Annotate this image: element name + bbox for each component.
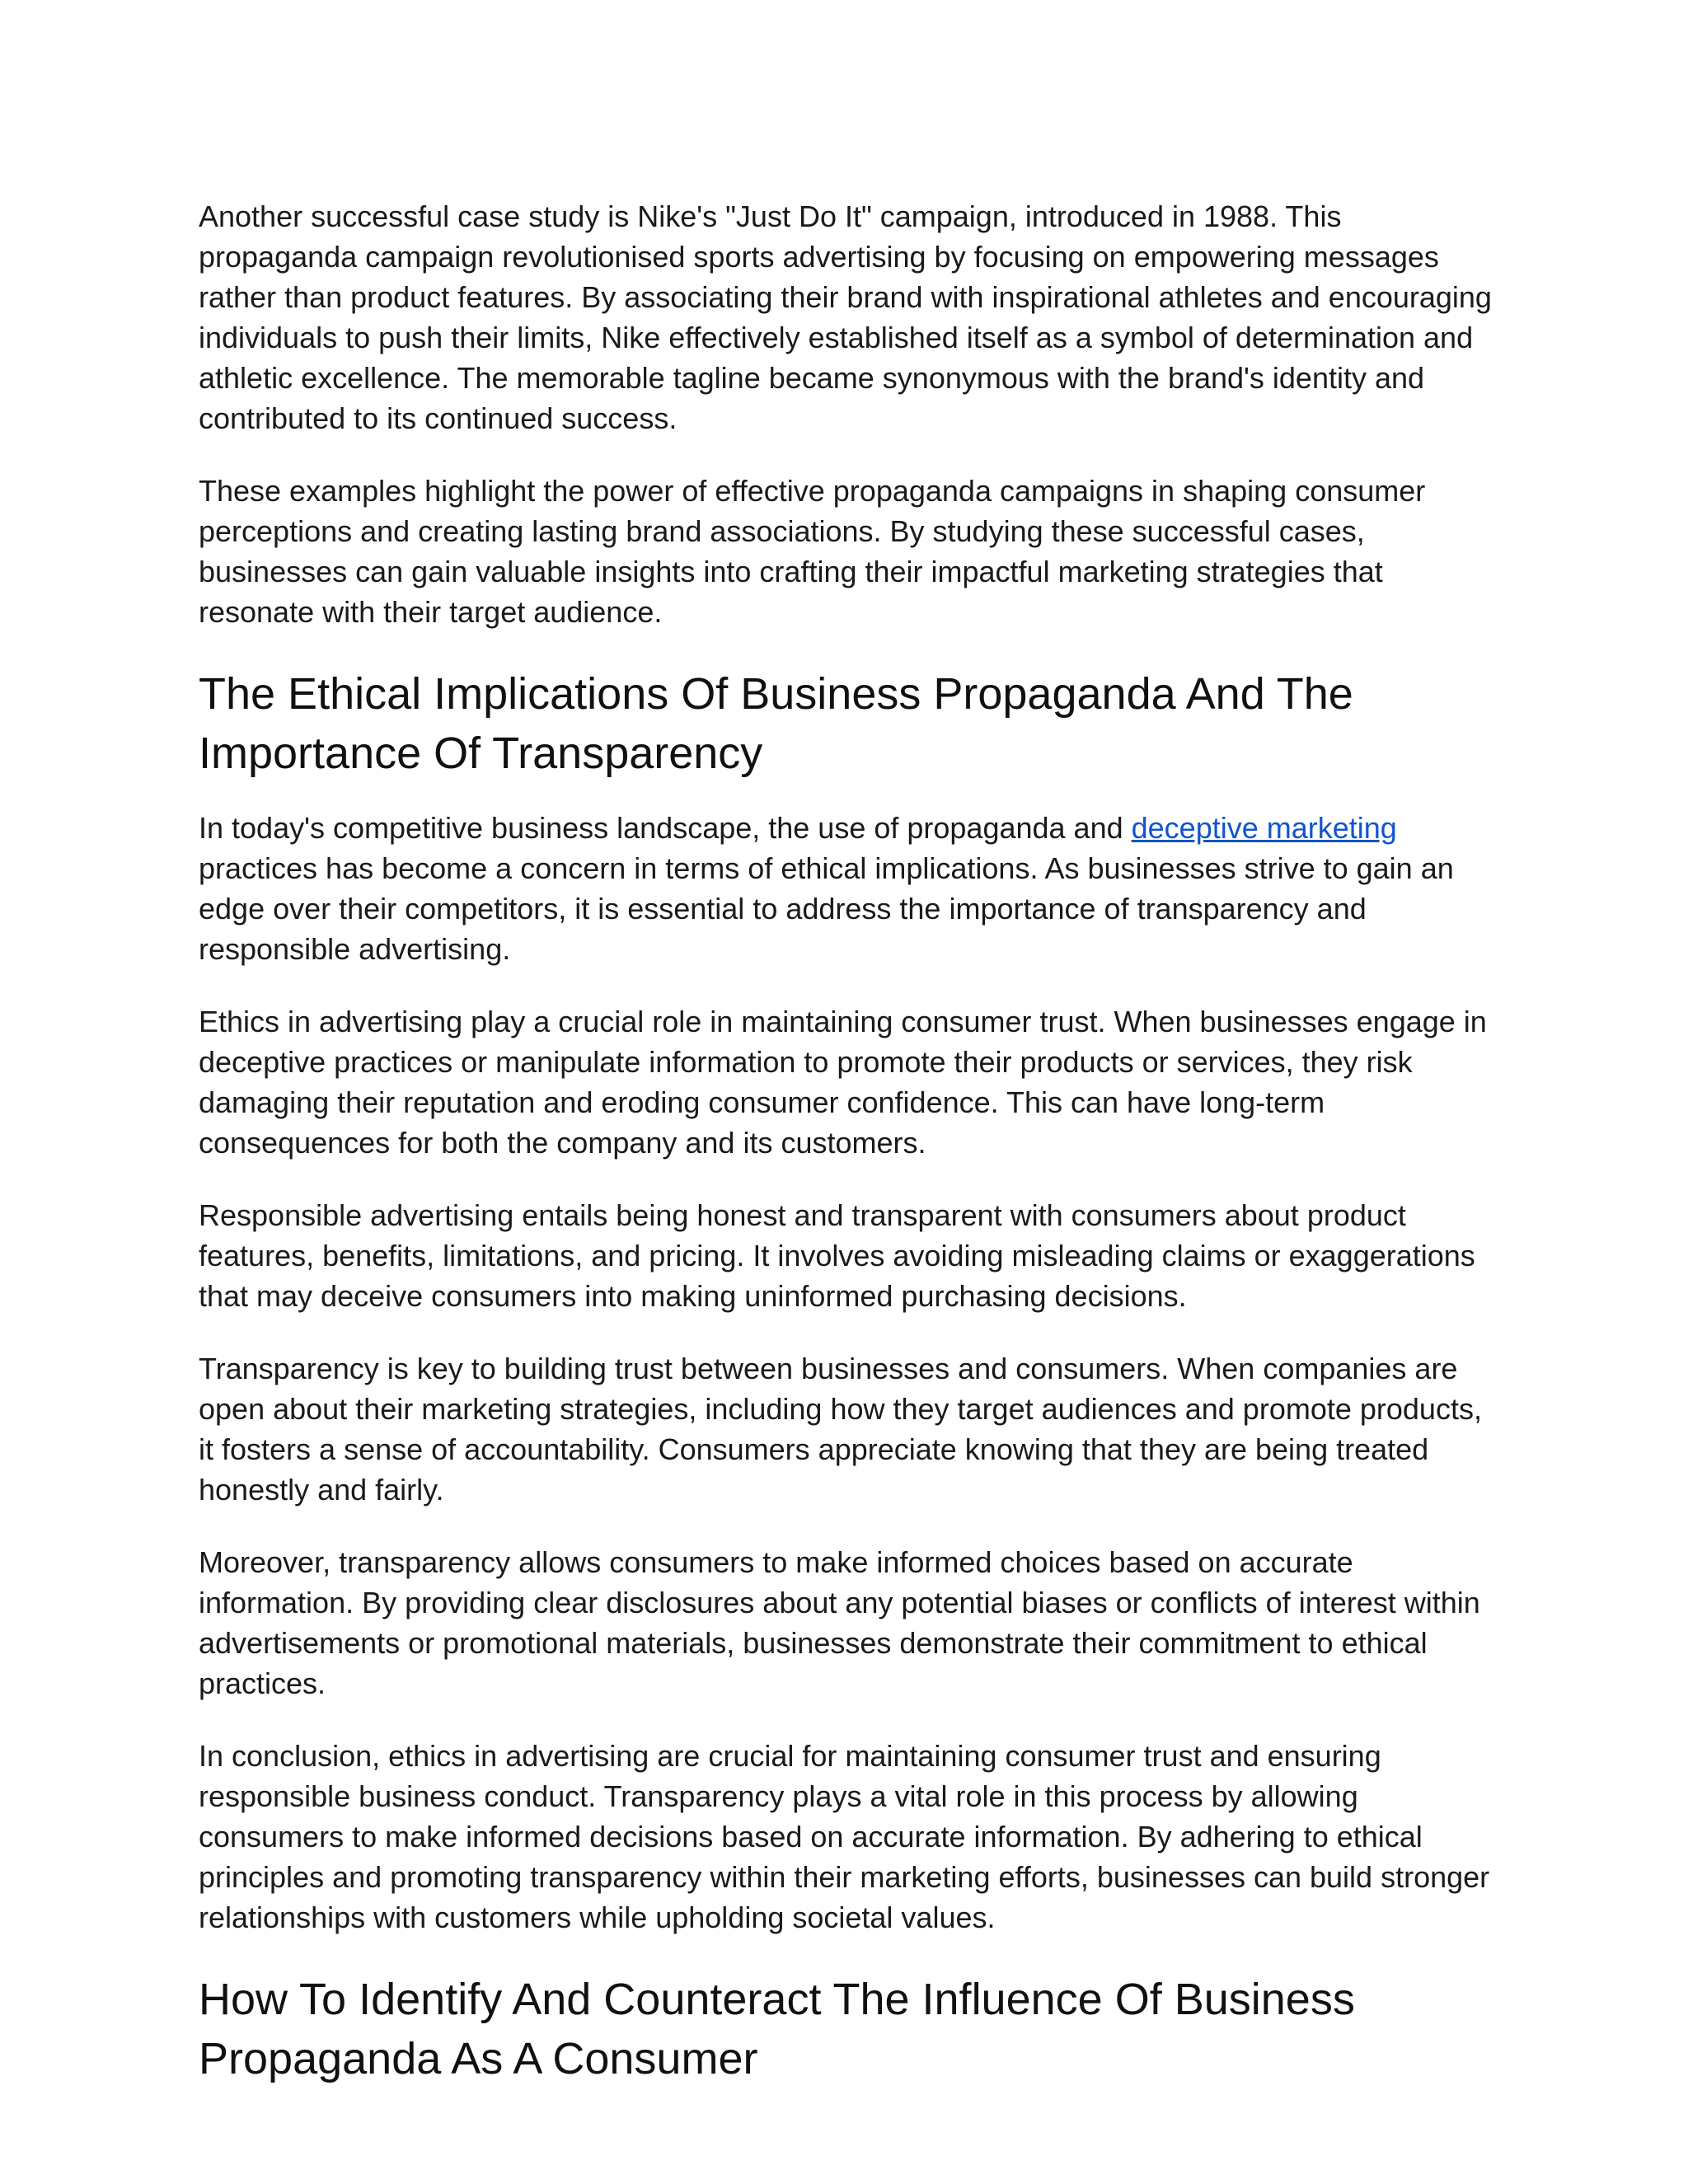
paragraph-nike-case-study: Another successful case study is Nike's "Just Do It" campaign, introduced in 1988. This propaganda campaign revolutionised sports advertising by focusing on empowering messages rather than product features. By associating their brand with inspirational athletes and encouraging individuals to push their limits, Nike effectively established itself as a symbol of determination and athletic excellence. The memorable tagline became synonymous with the brand's identity and contributed to its continued success. [199,199,1492,435]
section-heading-ethical-implications: The Ethical Implications Of Business Propaganda And The Importance Of Transparency [199,669,1353,778]
deceptive-marketing-link[interactable]: deceptive marketing [1131,811,1397,845]
paragraph-examples-summary: These examples highlight the power of effective propaganda campaigns in shaping consumer perceptions and creating lasting brand associations. By studying these successful cases, businesses can gain valuable insights into crafting their impactful marketing strategies that resonate with their target audience. [199,474,1426,629]
paragraph-informed-choices: Moreover, transparency allows consumers to make informed choices based on accurate information. By providing clear disclosures about any potential biases or conflicts of interest within advertisements or promotional materials, businesses demonstrate their commitment to ethical practices. [199,1545,1480,1700]
paragraph-text-after-link: practices has become a concern in terms of ethical implications. As businesses strive to gain an edge over their competitors, it is essential to address the importance of transparency and responsible advertising. [199,851,1454,966]
document-page [199,196,1497,2113]
paragraph-ethics-in-advertising: Ethics in advertising play a crucial role in maintaining consumer trust. When businesses engage in deceptive practices or manipulate information to promote their products or services, they risk damaging their reputation and eroding consumer confidence. This can have long-term consequences for both the company and its customers. [199,1005,1487,1160]
section-heading-identify-counteract: How To Identify And Counteract The Influence Of Business Propaganda As A Consumer [199,1975,1355,2083]
paragraph-conclusion: In conclusion, ethics in advertising are crucial for maintaining consumer trust and ensuring responsible business conduct. Transparency plays a vital role in this process by allowing consumers to make informed decisions based on accurate information. By adhering to ethical principles and promoting transparency within their marketing efforts, businesses can build stronger relationships with customers while upholding societal values. [199,1739,1490,1934]
paragraph-competitive-landscape [199,808,1497,969]
paragraph-transparency-trust: Transparency is key to building trust between businesses and consumers. When companies are open about their marketing strategies, including how they target audiences and promote products, it fosters a sense of accountability. Consumers appreciate knowing that they are being treated honestly and fairly. [199,1352,1482,1507]
paragraph-responsible-advertising: Responsible advertising entails being honest and transparent with consumers about product features, benefits, limitations, and pricing. It involves avoiding misleading claims or exaggerations that may deceive consumers into making uninformed purchasing decisions. [199,1198,1475,1313]
paragraph-text-before-link: In today's competitive business landscape, the use of propaganda and [199,811,1132,845]
